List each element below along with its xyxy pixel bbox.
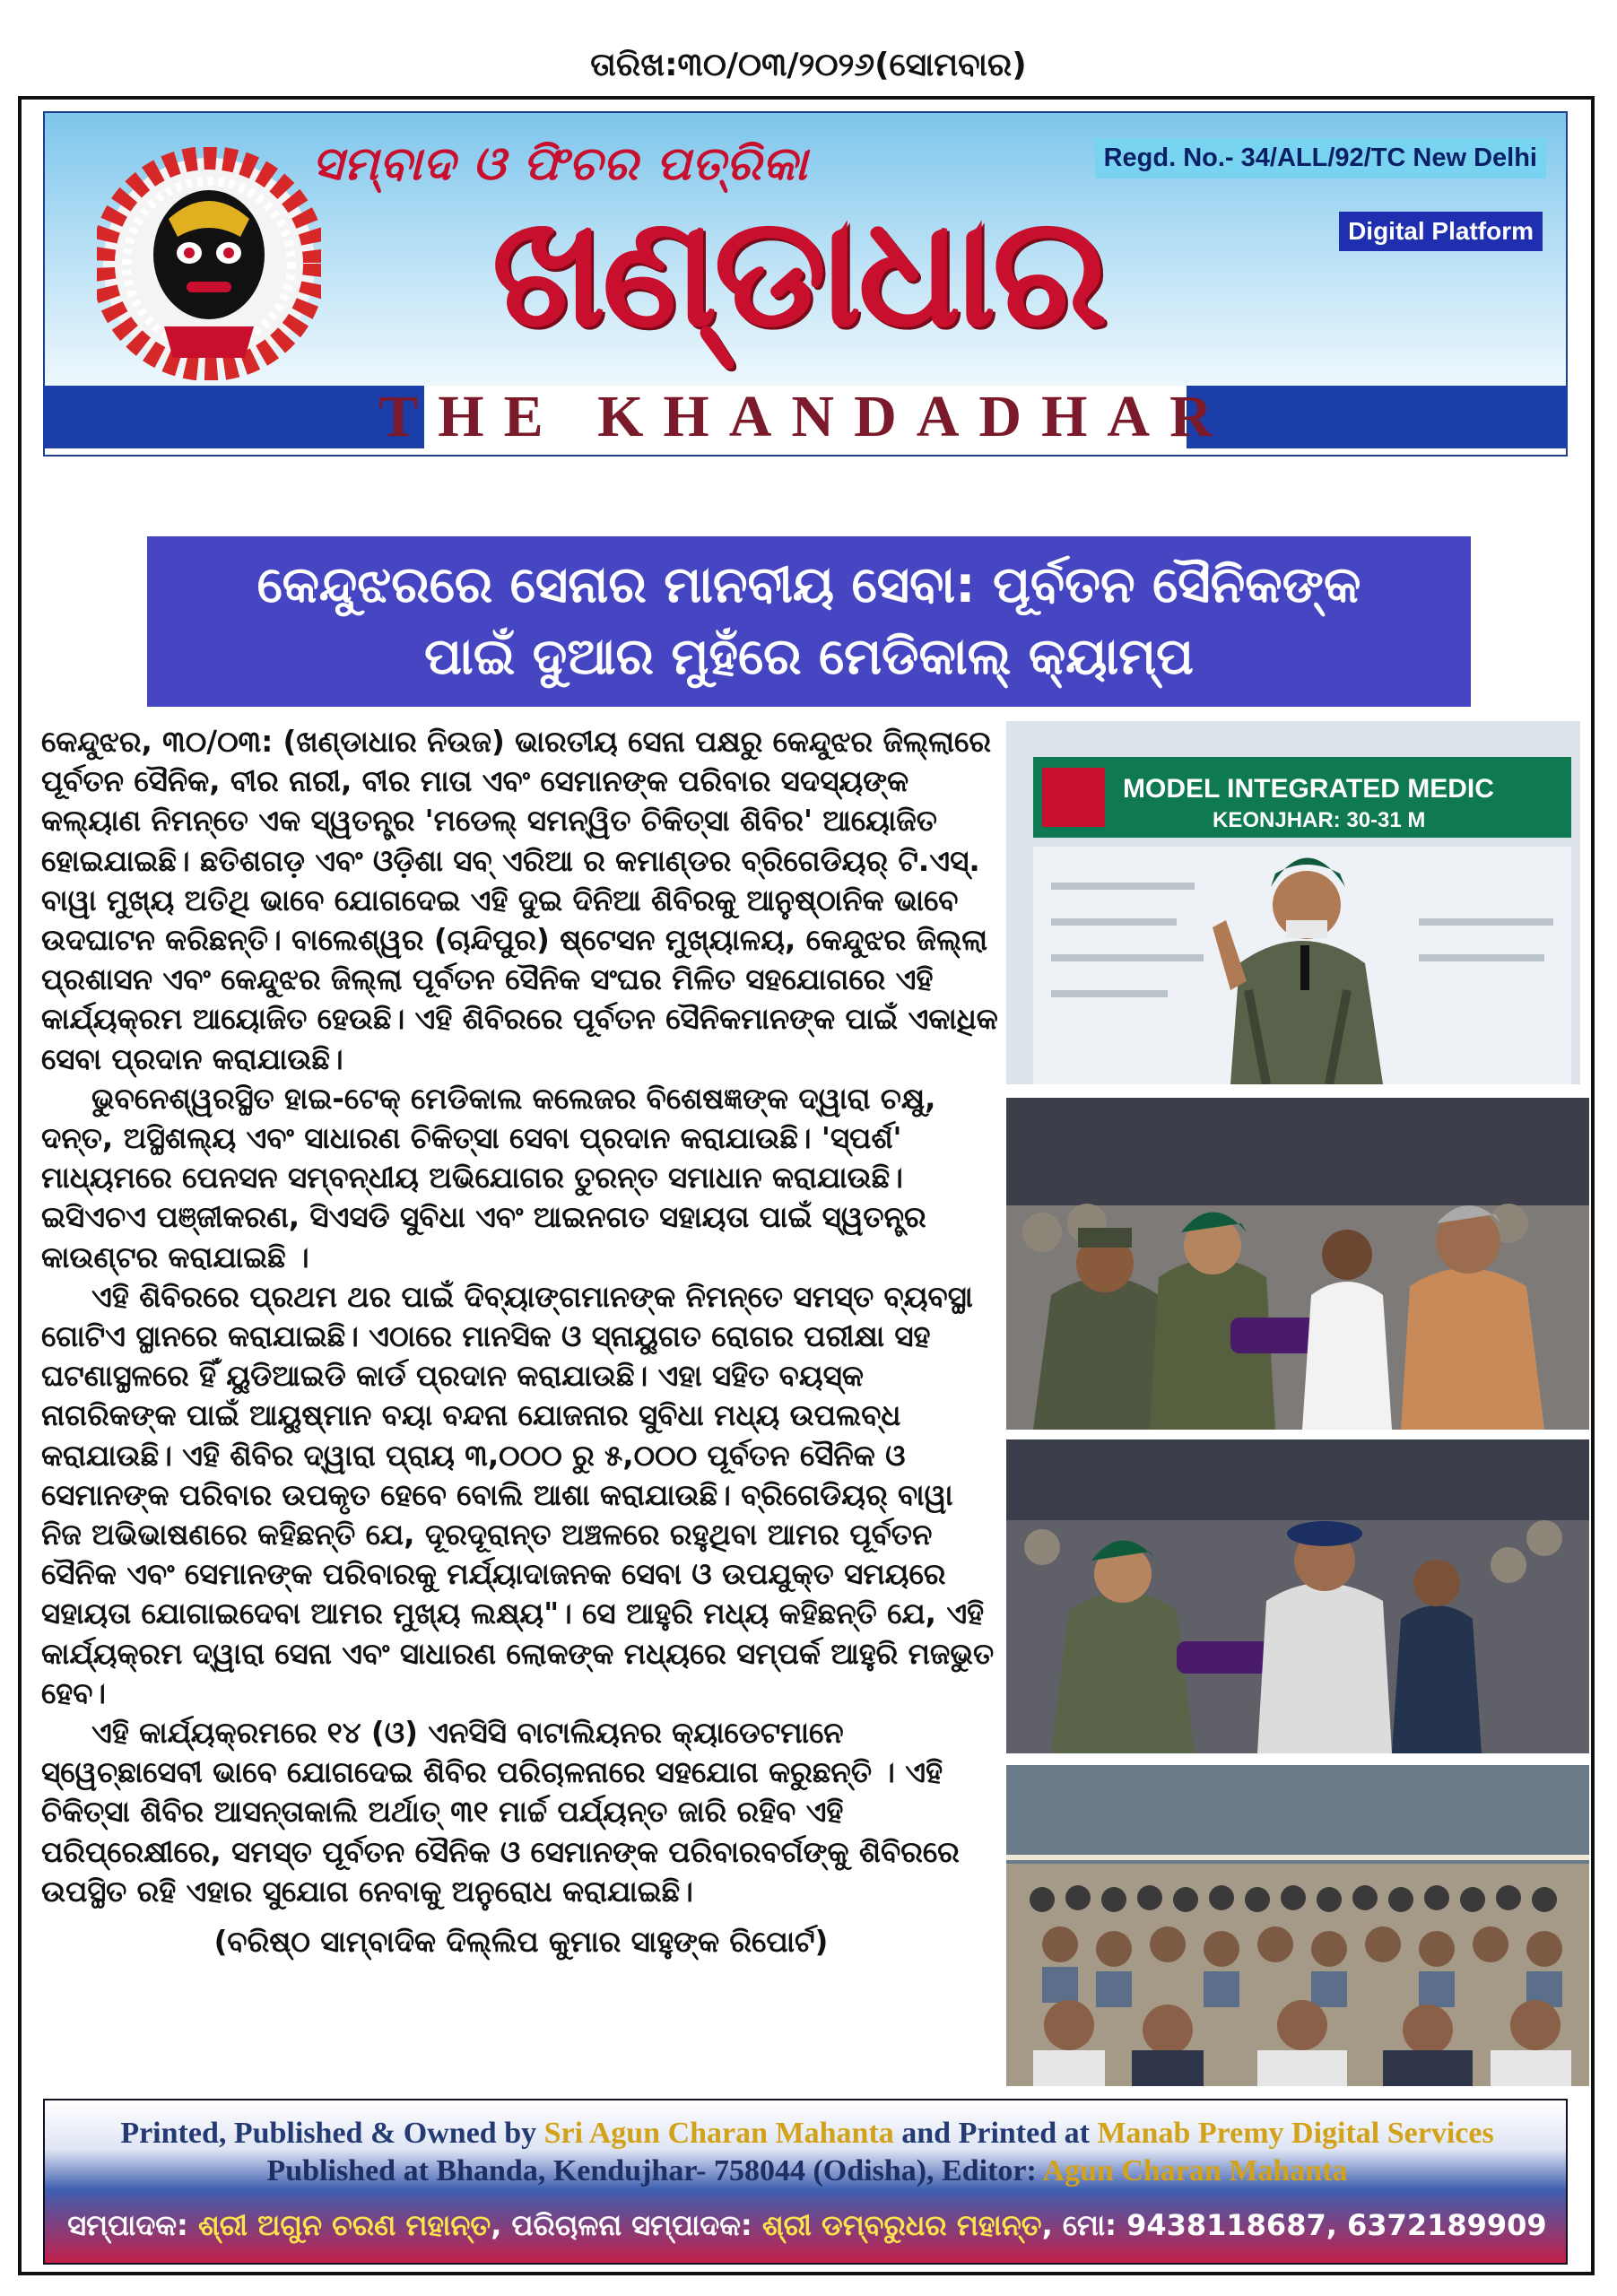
printer-name: Manab Premy Digital Services <box>1097 2117 1494 2150</box>
deity-image <box>97 147 321 380</box>
photo-audience <box>1006 1765 1589 2086</box>
photo-presentation-2-art <box>1006 1439 1589 1753</box>
footer <box>43 2099 1568 2265</box>
footer-text: , ପରିଚାଳନା ସମ୍ପାଦକ: <box>491 2208 762 2242</box>
headline-line-2: ପାଇଁ ଦୁଆର ମୁହଁରେ ମେଡିକାଲ୍ କ୍ୟାମ୍ପ <box>424 628 1194 686</box>
article-body <box>41 722 1001 1961</box>
masthead <box>43 111 1568 457</box>
editor-odia-name: ଶ୍ରୀ ଅଗୁନ ଚରଣ ମହାନ୍ତ <box>197 2208 491 2242</box>
footer-text: Printed, Published & Owned by <box>120 2117 544 2150</box>
photo-presentation-1 <box>1006 1098 1589 1430</box>
masthead-tagline: ସମ୍ବାଦ ଓ ଫିଚର ପତ୍ରିକା <box>312 136 809 191</box>
footer-line-2 <box>45 2154 1569 2188</box>
managing-editor-name: ଶ୍ରୀ ଡମ୍ବରୁଧର ମହାନ୍ତ <box>761 2208 1042 2242</box>
owner-name: Sri Agun Charan Mahanta <box>543 2117 894 2150</box>
photo-speaker-art <box>1006 721 1580 1084</box>
editor-name: Agun Charan Mahanta <box>1042 2154 1348 2187</box>
article-paragraph: କେନ୍ଦୁଝର, ୩୦/୦୩: (ଖଣ୍ଡାଧାର ନିଉଜ) ଭାରତୀୟ ସେନା ପକ୍ଷରୁ କେନ୍ଦୁଝର ଜିଲ୍ଲାରେ ପୂର୍ବତନ ସୈନିକ, ବୀର ନାରୀ, ବୀର ମାତା ଏବଂ ସେମାନଙ୍କ ପରିବାର ସଦସ୍ୟଙ୍କ କଲ୍ୟାଣ ନିମନ୍ତେ ଏକ ସ୍ୱତନ୍ତ୍ର 'ମଡେଲ୍ ସମନ୍ୱିତ ଚିକିତ୍ସା ଶିବିର' ଆୟୋଜିତ ହୋଇଯାଇଛି। ଛତିଶଗଡ଼ ଏବଂ ଓଡ଼ିଶା ସବ୍ ଏରିଆ ର କମାଣ୍ଡର ବ୍ରିଗେଡିୟର୍ ଟି.ଏସ୍. ବାୱା ମୁଖ୍ୟ ଅତିଥି ଭାବେ ଯୋଗଦେଇ ଏହି ଦୁଇ ଦିନିଆ ଶିବିରକୁ ଆନୁଷ୍ଠାନିକ ଭାବେ ଉଦଘାଟନ କରିଛନ୍ତି। ବାଲେଶ୍ୱର (ଚାନ୍ଦିପୁର) ଷ୍ଟେସନ ମୁଖ୍ୟାଳୟ, କେନ୍ଦୁଝର ଜିଲ୍ଲା ପ୍ରଶାସନ ଏବଂ କେନ୍ଦୁଝର ଜିଲ୍ଲା ପୂର୍ବତନ ସୈନିକ ସଂଘର ମିଳିତ ସହଯୋଗରେ ଏହି କାର୍ଯ୍ୟକ୍ରମ ଆୟୋଜିତ ହେଉଛି। ଏହି ଶିବିରରେ ପୂର୍ବତନ ସୈନିକମାନଙ୍କ ପାଇଁ ଏକାଧିକ ସେବା ପ୍ରଦାନ କରାଯାଉଛି। <box>41 725 998 1076</box>
photo-speaker <box>1006 721 1580 1084</box>
headline <box>147 536 1471 707</box>
date-line: ତାରିଖ:୩୦/୦୩/୨୦୨୬(ସୋମବାର) <box>590 47 1027 83</box>
photo-audience-art <box>1006 1765 1589 2086</box>
footer-text: Published at Bhanda, Kendujhar- 758044 (Odisha), Editor: <box>266 2154 1043 2187</box>
headline-line-1: କେନ୍ଦୁଝରରେ ସେନାର ମାନବୀୟ ସେବା: ପୂର୍ବତନ ସୈନିକଙ୍କ <box>256 556 1361 614</box>
footer-line-1 <box>45 2117 1569 2151</box>
photo-presentation-2 <box>1006 1439 1589 1753</box>
footer-text: ସମ୍ପାଦକ: <box>67 2208 198 2242</box>
digital-platform-badge: Digital Platform <box>1339 212 1543 251</box>
article-paragraph: ଭୁବନେଶ୍ୱରସ୍ଥିତ ହାଇ-ଟେକ୍ ମେଡିକାଲ କଲେଜର ବିଶେଷଜ୍ଞଙ୍କ ଦ୍ୱାରା ଚକ୍ଷୁ, ଦନ୍ତ, ଅସ୍ଥିଶଲ୍ୟ ଏବଂ ସାଧାରଣ ଚିକିତ୍ସା ସେବା ପ୍ରଦାନ କରାଯାଉଛି। 'ସ୍ପର୍ଶ' ମାଧ୍ୟମରେ ପେନସନ ସମ୍ବନ୍ଧୀୟ ଅଭିଯୋଗର ତୁରନ୍ତ ସମାଧାନ କରାଯାଉଛି। ଇସିଏଚଏ ପଞ୍ଜୀକରଣ, ସିଏସଡି ସୁବିଧା ଏବଂ ଆଇନଗତ ସହାୟତା ପାଇଁ ସ୍ୱତନ୍ତ୍ର କାଉଣ୍ଟର କରାଯାଇଛି । <box>41 1081 936 1274</box>
registration-label: Regd. No.- 34/ALL/92/TC New Delhi <box>1095 138 1546 178</box>
reporter-credit: (ବରିଷ୍ଠ ସାମ୍ବାଦିକ ଦିଲ୍ଲିପ କୁମାର ସାହୁଙ୍କ ରିପୋର୍ଟ) <box>213 1925 829 1960</box>
banner-subtext: KEONJHAR: 30-31 M <box>1213 808 1426 832</box>
english-name: THE KHANDADHAR <box>378 384 1232 449</box>
footer-text: and Printed at <box>893 2117 1098 2150</box>
photo-presentation-1-art <box>1006 1098 1589 1430</box>
footer-line-3 <box>45 2208 1569 2243</box>
article-paragraph: ଏହି ଶିବିରରେ ପ୍ରଥମ ଥର ପାଇଁ ଦିବ୍ୟାଙ୍ଗମାନଙ୍କ ନିମନ୍ତେ ସମସ୍ତ ବ୍ୟବସ୍ଥା ଗୋଟିଏ ସ୍ଥାନରେ କରାଯାଇଛି। ଏଠାରେ ମାନସିକ ଓ ସ୍ନାୟୁଗତ ରୋଗର ପରୀକ୍ଷା ସହ ଘଟଣାସ୍ଥଳରେ ହିଁ ୟୁଡିଆଇଡି କାର୍ଡ ପ୍ରଦାନ କରାଯାଉଛି। ଏହା ସହିତ ବୟସ୍କ ନାଗରିକଙ୍କ ପାଇଁ ଆୟୁଷ୍ମାନ ବୟା ବନ୍ଦନା ଯୋଜନାର ସୁବିଧା ମଧ୍ୟ ଉପଲବ୍ଧ କରାଯାଉଛି। ଏହି ଶିବିର ଦ୍ୱାରା ପ୍ରାୟ ୩,୦୦୦ ରୁ ୫,୦୦୦ ପୂର୍ବତନ ସୈନିକ ଓ ସେମାନଙ୍କ ପରିବାର ଉପକୃତ ହେବେ ବୋଲି ଆଶା କରାଯାଉଛି। ବ୍ରିଗେଡିୟର୍ ବାୱା ନିଜ ଅଭିଭାଷଣରେ କହିଛନ୍ତି ଯେ, ଦୂରଦୂରାନ୍ତ ଅଞ୍ଚଳରେ ରହୁଥିବା ଆମର ପୂର୍ବତନ ସୈନିକ ଏବଂ ସେମାନଙ୍କ ପରିବାରକୁ ମର୍ଯ୍ୟାଦାଜନକ ସେବା ଓ ଉପଯୁକ୍ତ ସମୟରେ ସହାୟତା ଯୋଗାଇଦେବା ଆମର ମୁଖ୍ୟ ଲକ୍ଷ୍ୟ"। ସେ ଆହୁରି ମଧ୍ୟ କହିଛନ୍ତି ଯେ, ଏହି କାର୍ଯ୍ୟକ୍ରମ ଦ୍ୱାରା ସେନା ଏବଂ ସାଧାରଣ ଲୋକଙ୍କ ମଧ୍ୟରେ ସମ୍ପର୍କ ଆହୁରି ମଜଭୁତ ହେବ। <box>41 1279 995 1710</box>
brand-name: ଖଣ୍ଡାଧାର <box>491 184 1105 361</box>
article-paragraph: ଏହି କାର୍ଯ୍ୟକ୍ରମରେ ୧୪ (ଓ) ଏନସିସି ବାଟାଲିୟନର କ୍ୟାଡେଟମାନେ ସ୍ୱେଚ୍ଛାସେବୀ ଭାବେ ଯୋଗଦେଇ ଶିବିର ପରିଚାଳନାରେ ସହଯୋଗ କରୁଛନ୍ତି । ଏହି ଚିକିତ୍ସା ଶିବିର ଆସନ୍ତାକାଲି ଅର୍ଥାତ୍ ୩୧ ମାର୍ଚ୍ଚ ପର୍ଯ୍ୟନ୍ତ ଜାରି ରହିବ ଏହି ପରିପ୍ରେକ୍ଷୀରେ, ସମସ୍ତ ପୂର୍ବତନ ସୈନିକ ଓ ସେମାନଙ୍କ ପରିବାରବର୍ଗଙ୍କୁ ଶିବିରରେ ଉପସ୍ଥିତ ରହି ଏହାର ସୁଯୋଗ ନେବାକୁ ଅନୁରୋଧ କରାଯାଇଛି। <box>41 1716 960 1909</box>
banner-text: MODEL INTEGRATED MEDIC <box>1123 774 1494 804</box>
contact-numbers: , ମୋ: 9438118687, 6372189909 <box>1041 2208 1547 2242</box>
